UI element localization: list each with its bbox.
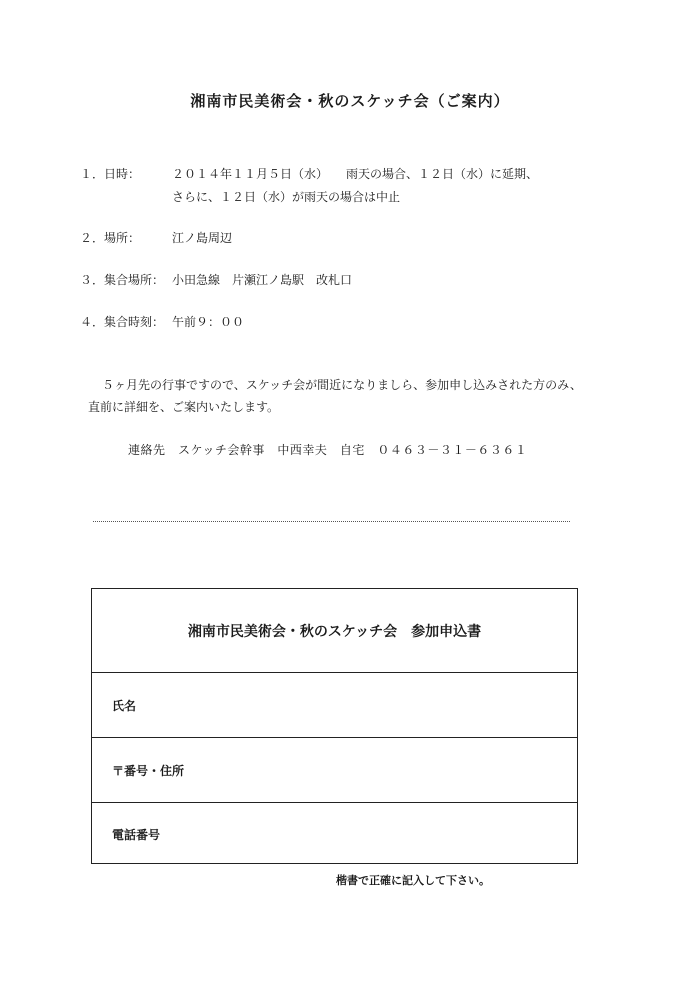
form-field-phone-label: 電話番号 [112,827,161,842]
item-place-label: ２．場所： [80,231,141,245]
item-meeting-time [80,311,244,333]
item-date-value: ２０１４年１１月５日（水） 雨天の場合、１２日（水）に延期、 [172,167,539,181]
item-meeting-place-label: ３．集合場所： [80,273,165,287]
item-date-label: １．日時： [80,167,141,181]
notice-line-1: ５ヶ月先の行事ですので、スケッチ会が間近になりましら、参加申し込みされた方のみ、 [102,378,582,392]
item-place [80,227,232,249]
contact-info: 連絡先 スケッチ会幹事 中西幸夫 自宅 ０４６３－３１－６３６１ [128,443,528,457]
form-field-address[interactable] [92,738,577,803]
item-place-value: 江ノ島周辺 [172,231,233,245]
form-note: 楷書で正確に記入して下さい。 [336,874,490,887]
item-meeting-place [80,269,352,291]
page-title: 湘南市民美術会・秋のスケッチ会（ご案内） [190,92,510,110]
notice-line-2: 直前に詳細を、ご案内いたします。 [88,400,280,414]
item-date [80,163,538,185]
cut-line [93,521,570,522]
item-meeting-time-value: 午前９：００ [172,315,245,329]
form-field-phone[interactable] [92,803,577,865]
form-field-address-label: 〒番号・住所 [112,763,185,778]
item-meeting-time-label: ４．集合時刻： [80,315,165,329]
application-form [91,588,578,864]
form-field-name[interactable] [92,673,577,738]
form-title: 湘南市民美術会・秋のスケッチ会 参加申込書 [92,589,577,673]
form-field-name-label: 氏名 [112,698,137,713]
item-meeting-place-value: 小田急線 片瀬江ノ島駅 改札口 [172,273,353,287]
item-date-rain-note: さらに、１２日（水）が雨天の場合は中止 [172,190,401,204]
